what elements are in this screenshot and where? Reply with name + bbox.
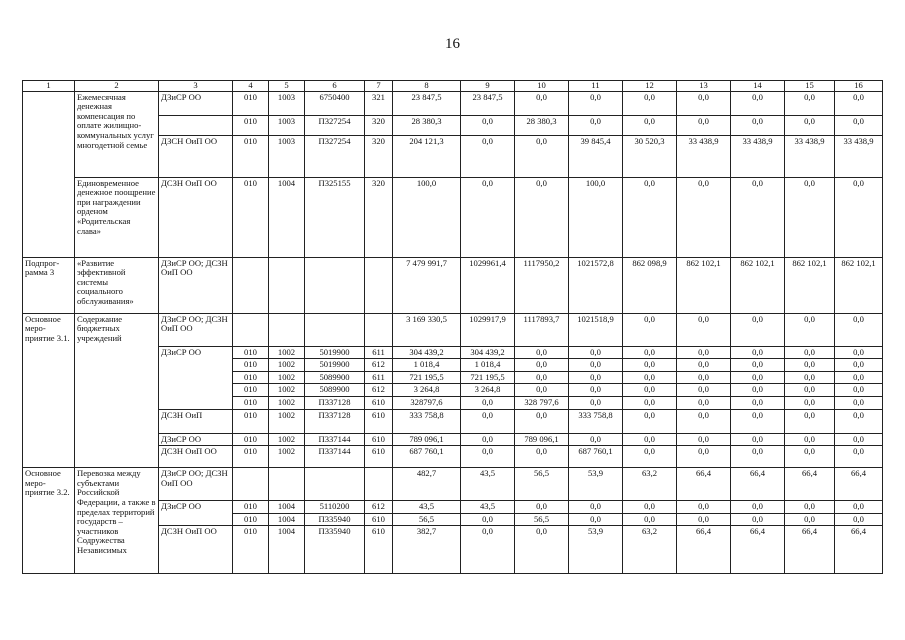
table-cell: 0,0	[677, 396, 731, 409]
table-cell: 33 438,9	[785, 135, 835, 177]
table-cell: 5019900	[305, 346, 365, 359]
table-cell: 1002	[269, 371, 305, 384]
table-cell: 010	[233, 513, 269, 526]
table-cell: 320	[365, 177, 393, 257]
table-cell: 0,0	[569, 513, 623, 526]
table-cell: 0,0	[461, 446, 515, 468]
table-cell	[305, 468, 365, 501]
table-cell: 0,0	[677, 346, 731, 359]
table-cell: 204 121,3	[393, 135, 461, 177]
table-cell: 0,0	[623, 177, 677, 257]
table-cell: 610	[365, 446, 393, 468]
table-cell: 0,0	[623, 346, 677, 359]
column-number: 6	[305, 81, 365, 92]
table-cell: 611	[365, 346, 393, 359]
table-cell: 5110200	[305, 501, 365, 514]
table-cell: 1029917,9	[461, 313, 515, 346]
table-cell: 0,0	[835, 91, 883, 115]
table-cell: 0,0	[515, 501, 569, 514]
table-cell: 0,0	[623, 384, 677, 397]
table-cell: 3 264,8	[461, 384, 515, 397]
table-cell: 0,0	[835, 446, 883, 468]
column-number: 13	[677, 81, 731, 92]
table-cell: 862 102,1	[835, 257, 883, 313]
column-number: 4	[233, 81, 269, 92]
table-cell: 28 380,3	[515, 115, 569, 135]
table-row	[23, 313, 883, 346]
table-cell: 010	[233, 135, 269, 177]
table-cell: 100,0	[569, 177, 623, 257]
table-cell: П335940	[305, 513, 365, 526]
table-cell: 0,0	[835, 384, 883, 397]
table-cell: 0,0	[461, 433, 515, 446]
table-cell: 0,0	[785, 371, 835, 384]
table-cell: 33 438,9	[731, 135, 785, 177]
table-cell: 1002	[269, 346, 305, 359]
table-cell: 0,0	[515, 384, 569, 397]
table-cell: 862 102,1	[785, 257, 835, 313]
table-row	[23, 177, 883, 257]
table-cell	[233, 468, 269, 501]
table-cell: 23 847,5	[461, 91, 515, 115]
table-cell: 0,0	[835, 371, 883, 384]
table-cell: 010	[233, 91, 269, 115]
table-cell: 0,0	[785, 346, 835, 359]
table-cell: 0,0	[731, 115, 785, 135]
table-cell: 1003	[269, 91, 305, 115]
table-cell	[233, 313, 269, 346]
table-cell: 0,0	[461, 526, 515, 574]
column-number: 15	[785, 81, 835, 92]
table-cell: 66,4	[677, 468, 731, 501]
table-row	[23, 468, 883, 501]
table-cell: 382,7	[393, 526, 461, 574]
table-cell: 0,0	[515, 359, 569, 372]
table-cell: 0,0	[515, 409, 569, 433]
column-number: 11	[569, 81, 623, 92]
table-cell: 687 760,1	[569, 446, 623, 468]
table-cell: 1002	[269, 359, 305, 372]
measure-name-cell: Ежемесячная денежная компенсация по оплате жилищно-коммунальных услуг многодетной семье	[75, 91, 159, 177]
table-cell	[269, 313, 305, 346]
table-cell: 328797,6	[393, 396, 461, 409]
table-cell: 1002	[269, 384, 305, 397]
executor-cell: ДЗиСР ОО; ДСЗН ОиП ОО	[159, 257, 233, 313]
table-cell: 0,0	[623, 409, 677, 433]
table-cell: 0,0	[623, 446, 677, 468]
table-cell: 0,0	[835, 409, 883, 433]
table-cell: 1004	[269, 501, 305, 514]
table-cell: 0,0	[623, 433, 677, 446]
table-cell: 1002	[269, 409, 305, 433]
table-cell: 610	[365, 433, 393, 446]
table-cell: 7 479 991,7	[393, 257, 461, 313]
table-cell: 0,0	[677, 409, 731, 433]
executor-cell: ДСЗН ОиП ОО	[159, 446, 233, 468]
table-cell: 66,4	[731, 526, 785, 574]
table-cell: 1 018,4	[393, 359, 461, 372]
table-cell	[365, 313, 393, 346]
table-cell: 0,0	[623, 396, 677, 409]
table-cell: 687 760,1	[393, 446, 461, 468]
table-cell: 0,0	[785, 446, 835, 468]
column-number: 3	[159, 81, 233, 92]
table-cell: 0,0	[731, 501, 785, 514]
table-cell: 0,0	[731, 313, 785, 346]
table-cell: 5019900	[305, 359, 365, 372]
table-cell: П335940	[305, 526, 365, 574]
table-cell: 0,0	[835, 396, 883, 409]
table-cell: 3 169 330,5	[393, 313, 461, 346]
table-cell: 0,0	[569, 396, 623, 409]
table-cell	[365, 468, 393, 501]
executor-cell: ДЗиСР ОО	[159, 91, 233, 115]
table-cell: 0,0	[731, 446, 785, 468]
table-cell: 010	[233, 177, 269, 257]
table-cell: 30 520,3	[623, 135, 677, 177]
column-number: 5	[269, 81, 305, 92]
table-cell: 0,0	[731, 384, 785, 397]
program-cell	[23, 91, 75, 257]
program-cell: Подпрог-рамма 3	[23, 257, 75, 313]
table-cell: 611	[365, 371, 393, 384]
measure-name-cell: Единовременное денежное поощрение при награждении орденом «Родительская слава»	[75, 177, 159, 257]
table-cell: 63,2	[623, 468, 677, 501]
table-cell: 53,9	[569, 526, 623, 574]
table-cell	[305, 313, 365, 346]
table-cell: 0,0	[785, 513, 835, 526]
table-cell: 0,0	[677, 384, 731, 397]
table-cell: 789 096,1	[393, 433, 461, 446]
table-cell: 1021572,8	[569, 257, 623, 313]
table-cell: 0,0	[623, 115, 677, 135]
executor-cell: ДЗиСР ОО	[159, 346, 233, 409]
table-cell: 010	[233, 346, 269, 359]
table-cell: 100,0	[393, 177, 461, 257]
table-cell: 43,5	[393, 501, 461, 514]
column-number: 16	[835, 81, 883, 92]
table-cell: П337144	[305, 433, 365, 446]
table-row	[23, 91, 883, 115]
table-cell: 0,0	[515, 346, 569, 359]
table-cell: 1 018,4	[461, 359, 515, 372]
budget-table	[22, 80, 883, 574]
table-cell: 010	[233, 115, 269, 135]
table-cell: 0,0	[835, 501, 883, 514]
table-cell: 0,0	[461, 396, 515, 409]
table-cell: 23 847,5	[393, 91, 461, 115]
table-cell: 43,5	[461, 501, 515, 514]
table-cell: 5089900	[305, 371, 365, 384]
table-cell: 0,0	[677, 371, 731, 384]
table-cell: 0,0	[569, 346, 623, 359]
table-cell: 610	[365, 513, 393, 526]
table-cell: 56,5	[515, 513, 569, 526]
table-cell: 33 438,9	[677, 135, 731, 177]
table-cell: 0,0	[677, 115, 731, 135]
table-cell: П325155	[305, 177, 365, 257]
table-cell: 333 758,8	[393, 409, 461, 433]
executor-cell: ДСЗН ОиП	[159, 409, 233, 433]
column-numbers-row	[23, 81, 883, 92]
table-cell: 0,0	[515, 526, 569, 574]
executor-cell: ДЗиСР ОО	[159, 501, 233, 526]
table-cell: П337128	[305, 409, 365, 433]
table-cell: 0,0	[569, 91, 623, 115]
table-cell: 66,4	[677, 526, 731, 574]
table-cell: 320	[365, 135, 393, 177]
table-cell: 010	[233, 359, 269, 372]
table-cell: 0,0	[569, 115, 623, 135]
table-cell: 862 102,1	[677, 257, 731, 313]
table-cell: 0,0	[461, 177, 515, 257]
table-cell: 0,0	[731, 396, 785, 409]
table-cell: 0,0	[677, 446, 731, 468]
measure-name-cell: «Развитие эффективной системы социального обслуживания»	[75, 257, 159, 313]
table-cell: 1002	[269, 446, 305, 468]
table-cell: 0,0	[785, 433, 835, 446]
table-cell: 010	[233, 526, 269, 574]
table-cell: 0,0	[835, 313, 883, 346]
executor-cell	[159, 115, 233, 135]
table-cell: 0,0	[623, 359, 677, 372]
table-cell: 0,0	[835, 359, 883, 372]
table-cell: 0,0	[677, 501, 731, 514]
table-cell	[233, 257, 269, 313]
table-cell: 0,0	[677, 313, 731, 346]
table-cell	[269, 468, 305, 501]
table-cell: 721 195,5	[461, 371, 515, 384]
table-cell: 010	[233, 446, 269, 468]
table-cell: 610	[365, 396, 393, 409]
table-cell: 0,0	[731, 177, 785, 257]
table-cell: 43,5	[461, 468, 515, 501]
table-cell: 862 102,1	[731, 257, 785, 313]
table-cell: 1002	[269, 433, 305, 446]
table-cell: 0,0	[785, 313, 835, 346]
table-cell: П327254	[305, 135, 365, 177]
table-cell: 1004	[269, 177, 305, 257]
table-cell: 0,0	[677, 433, 731, 446]
table-cell: 1002	[269, 396, 305, 409]
table-cell: 0,0	[569, 501, 623, 514]
table-cell: 721 195,5	[393, 371, 461, 384]
table-cell: 0,0	[515, 446, 569, 468]
measure-name-cell: Перевозка между субъектами Российской Федерации, а также в пределах территорий государств – участников Содружества Независимых	[75, 468, 159, 574]
table-cell: 0,0	[623, 513, 677, 526]
table-cell: 0,0	[623, 501, 677, 514]
executor-cell: ДЗиСР ОО; ДСЗН ОиП ОО	[159, 313, 233, 346]
table-cell: 0,0	[835, 346, 883, 359]
table-cell: 0,0	[785, 409, 835, 433]
table-cell: 010	[233, 501, 269, 514]
column-number: 7	[365, 81, 393, 92]
table-cell: 789 096,1	[515, 433, 569, 446]
table-cell: 010	[233, 396, 269, 409]
table-cell: 1003	[269, 115, 305, 135]
table-cell: 612	[365, 359, 393, 372]
table-cell: 0,0	[569, 433, 623, 446]
table-cell: 1117950,2	[515, 257, 569, 313]
table-cell: 1004	[269, 513, 305, 526]
table-cell: 0,0	[569, 371, 623, 384]
table-cell: 0,0	[835, 177, 883, 257]
table-cell: 66,4	[785, 526, 835, 574]
table-cell: 0,0	[623, 313, 677, 346]
table-cell: 328 797,6	[515, 396, 569, 409]
table-cell: 0,0	[835, 115, 883, 135]
table-cell: П337144	[305, 446, 365, 468]
table-cell: 482,7	[393, 468, 461, 501]
table-cell: 1003	[269, 135, 305, 177]
table-cell: 33 438,9	[835, 135, 883, 177]
table-cell: 0,0	[785, 396, 835, 409]
column-number: 2	[75, 81, 159, 92]
table-cell: 63,2	[623, 526, 677, 574]
column-number: 10	[515, 81, 569, 92]
table-cell: 0,0	[835, 433, 883, 446]
column-number: 14	[731, 81, 785, 92]
table-cell: 0,0	[515, 371, 569, 384]
table-cell: 66,4	[835, 468, 883, 501]
table-cell: 0,0	[785, 359, 835, 372]
table-cell: 0,0	[835, 513, 883, 526]
table-cell: 0,0	[677, 513, 731, 526]
table-cell: 1117893,7	[515, 313, 569, 346]
measure-name-cell: Содержание бюджетных учреждений	[75, 313, 159, 468]
table-cell: П337128	[305, 396, 365, 409]
table-cell: 56,5	[515, 468, 569, 501]
table-cell: 0,0	[731, 371, 785, 384]
program-cell: Основное меро-приятие 3.1.	[23, 313, 75, 468]
table-cell: 304 439,2	[461, 346, 515, 359]
table-cell: 010	[233, 409, 269, 433]
table-cell: 0,0	[785, 177, 835, 257]
table-cell: 333 758,8	[569, 409, 623, 433]
column-number: 8	[393, 81, 461, 92]
table-cell: 0,0	[569, 359, 623, 372]
table-cell: 0,0	[731, 91, 785, 115]
table-cell: 612	[365, 384, 393, 397]
table-cell	[305, 257, 365, 313]
table-cell: 0,0	[515, 135, 569, 177]
table-cell: 0,0	[731, 359, 785, 372]
table-cell: 0,0	[731, 346, 785, 359]
table-cell: 1029961,4	[461, 257, 515, 313]
table-cell	[365, 257, 393, 313]
table-cell: 0,0	[731, 513, 785, 526]
table-cell: 39 845,4	[569, 135, 623, 177]
program-cell: Основное меро-приятие 3.2.	[23, 468, 75, 574]
table-cell: 0,0	[623, 371, 677, 384]
table-cell: 0,0	[515, 91, 569, 115]
table-row	[23, 257, 883, 313]
executor-cell: ДЗиСР ОО; ДСЗН ОиП ОО	[159, 468, 233, 501]
table-cell: 66,4	[731, 468, 785, 501]
table-cell: 0,0	[731, 409, 785, 433]
executor-cell: ДСЗН ОиП ОО	[159, 177, 233, 257]
table-cell: 321	[365, 91, 393, 115]
table-cell: 320	[365, 115, 393, 135]
table-cell: 66,4	[785, 468, 835, 501]
table-cell: 0,0	[785, 501, 835, 514]
table-cell: 0,0	[785, 115, 835, 135]
table-cell: 304 439,2	[393, 346, 461, 359]
table-cell: 5089900	[305, 384, 365, 397]
table-cell: 0,0	[461, 409, 515, 433]
table-cell: 0,0	[785, 384, 835, 397]
page-number: 16	[445, 36, 460, 52]
table-cell: 6750400	[305, 91, 365, 115]
executor-cell: ДЗиСР ОО	[159, 433, 233, 446]
executor-cell: ДСЗН ОиП ОО	[159, 526, 233, 574]
table-cell: 0,0	[677, 359, 731, 372]
table-cell: 56,5	[393, 513, 461, 526]
table-cell: 66,4	[835, 526, 883, 574]
table-cell: 53,9	[569, 468, 623, 501]
executor-cell: ДЗСН ОиП ОО	[159, 135, 233, 177]
table-cell: 612	[365, 501, 393, 514]
table-cell: 0,0	[515, 177, 569, 257]
table-cell: 28 380,3	[393, 115, 461, 135]
table-cell: 0,0	[785, 91, 835, 115]
table-cell: 0,0	[569, 384, 623, 397]
table-cell: 0,0	[461, 135, 515, 177]
table-cell: 0,0	[461, 513, 515, 526]
table-cell: 3 264,8	[393, 384, 461, 397]
table-cell: 0,0	[623, 91, 677, 115]
table-cell: 610	[365, 409, 393, 433]
table-cell: 0,0	[677, 177, 731, 257]
table-cell: 862 098,9	[623, 257, 677, 313]
column-number: 12	[623, 81, 677, 92]
table-cell: 1004	[269, 526, 305, 574]
table-cell: 0,0	[677, 91, 731, 115]
table-cell: 0,0	[731, 433, 785, 446]
table-cell: 0,0	[461, 115, 515, 135]
table-cell: 010	[233, 371, 269, 384]
column-number: 9	[461, 81, 515, 92]
table-cell: 010	[233, 433, 269, 446]
table-cell: П327254	[305, 115, 365, 135]
table-cell: 010	[233, 384, 269, 397]
table-cell	[269, 257, 305, 313]
column-number: 1	[23, 81, 75, 92]
table-cell: 610	[365, 526, 393, 574]
table-cell: 1021518,9	[569, 313, 623, 346]
